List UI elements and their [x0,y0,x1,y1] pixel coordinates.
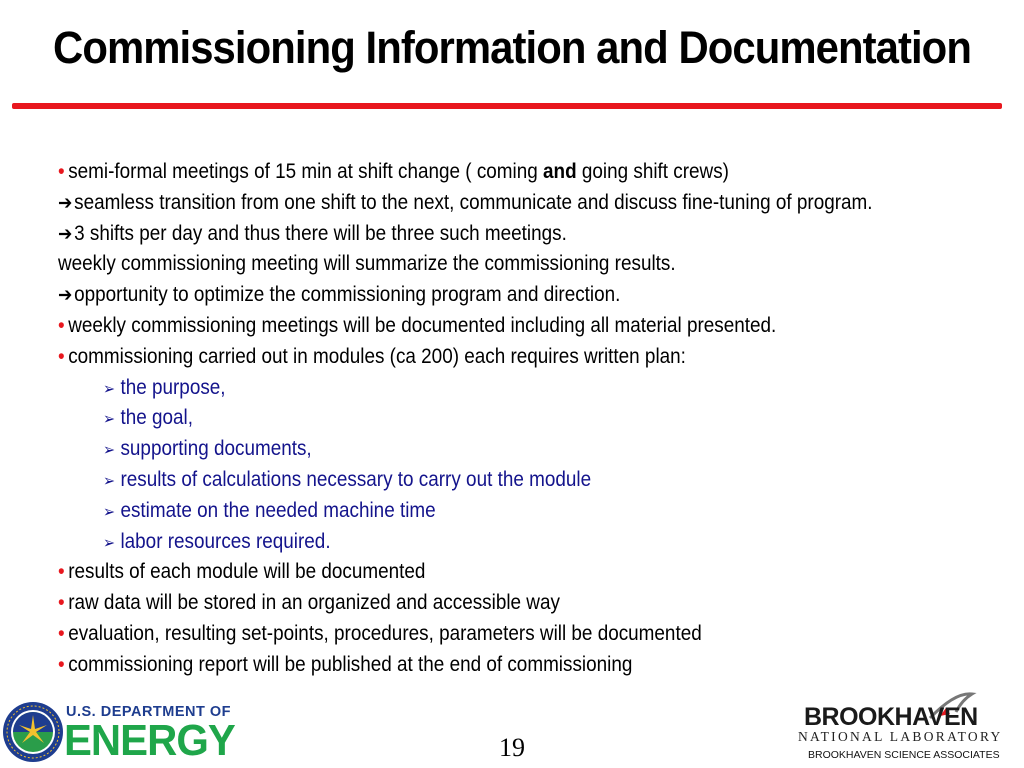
bullet-icon: • [58,344,65,368]
doe-department-text: U.S. DEPARTMENT OF [66,704,232,720]
sub-text: supporting documents, [120,437,312,461]
page-number: 19 [499,733,525,762]
slide-title: Commissioning Information and Documentation [53,22,971,73]
bullet-icon: • [58,560,65,584]
bnl-associates-text: BROOKHAVEN SCIENCE ASSOCIATES [808,749,1000,761]
sub-text: labor resources required. [120,529,331,553]
triangle-bullet-icon: ➢ [103,380,116,398]
arrow-text: seamless transition from one shift to the next, communicate and discuss fine-tuning of program. [74,190,873,214]
bullet-item [58,311,913,342]
bullet-item [58,650,913,681]
bullet-text: results of each module will be documented [68,560,426,584]
sub-text: the goal, [120,406,193,430]
bullet-text: raw data will be stored in an organized and accessible way [68,591,560,615]
sub-text: estimate on the needed machine time [120,498,436,522]
slide-body [58,157,1008,681]
arrow-item [58,219,913,250]
sub-item [58,465,913,496]
triangle-bullet-icon: ➢ [103,534,116,552]
bullet-icon: • [58,591,65,615]
bnl-logo [790,690,1020,768]
bnl-name-text: BROOKHAVEN [804,703,978,731]
bullet-text: going shift crews) [576,160,729,183]
bullet-icon: • [58,621,65,645]
bullet-text: evaluation, resulting set-points, procedures, parameters will be documented [68,621,702,645]
bullet-text: weekly commissioning meetings will be documented including all material presented. [68,313,777,337]
right-arrow-icon: ➔ [58,192,73,214]
sub-item [58,403,913,434]
triangle-bullet-icon: ➢ [103,503,116,521]
arrow-item [58,188,913,219]
bullet-icon: • [58,652,65,676]
plain-text: weekly commissioning meeting will summarize the commissioning results. [58,252,676,276]
bullet-text: commissioning report will be published at the end of commissioning [68,652,633,676]
arrow-item [58,280,913,311]
bullet-text: commissioning carried out in modules (ca 200) each requires written plan: [68,344,686,368]
sub-item [58,373,913,404]
arrow-text: 3 shifts per day and thus there will be three such meetings. [74,221,567,245]
sub-text: the purpose, [120,375,226,399]
bullet-item [58,157,913,188]
bold-text: and [543,160,577,183]
bnl-subtitle-text: NATIONAL LABORATORY [798,729,1003,744]
bullet-item [58,619,913,650]
doe-energy-text: ENERGY [64,716,235,765]
sub-item [58,434,913,465]
triangle-bullet-icon: ➢ [103,411,116,429]
arrow-text: opportunity to optimize the commissioning program and direction. [74,283,621,307]
triangle-bullet-icon: ➢ [103,472,116,490]
sub-item [58,496,913,527]
bullet-item [58,342,913,373]
title-underline [12,103,1002,109]
bullet-item [58,588,913,619]
sub-item [58,527,913,558]
bullet-item [58,557,913,588]
sub-text: results of calculations necessary to carry out the module [120,467,592,491]
bullet-text: semi-formal meetings of 15 min at shift change ( coming [68,160,544,183]
right-arrow-icon: ➔ [58,285,73,307]
bullet-icon: • [58,313,65,337]
plain-item [58,249,913,280]
bullet-icon: • [58,160,65,183]
right-arrow-icon: ➔ [58,223,73,245]
triangle-bullet-icon: ➢ [103,442,116,460]
